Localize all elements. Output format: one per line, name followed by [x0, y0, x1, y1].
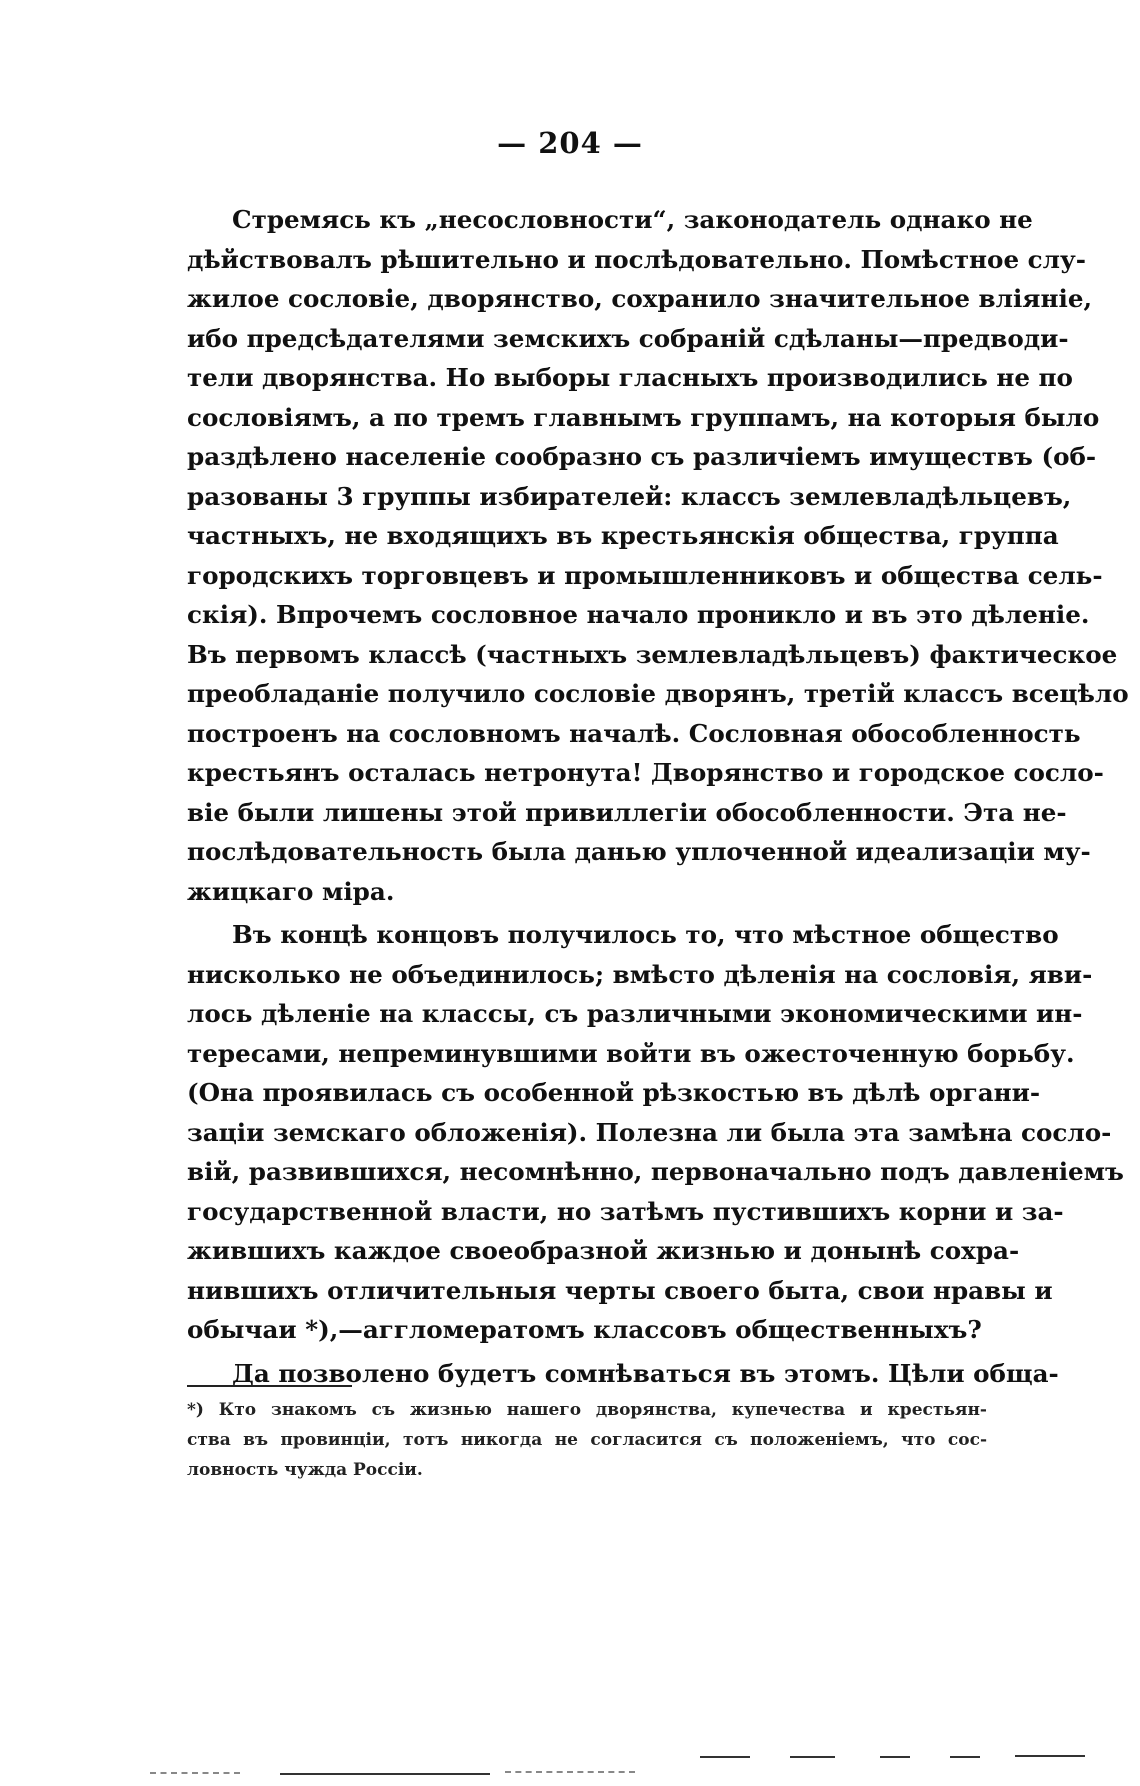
scan-artifact — [950, 1756, 980, 1758]
footnote — [187, 1395, 987, 1485]
text-line: преобладаніе получило сословіе дворянъ, третій классъ всецѣло — [187, 679, 1129, 708]
text-line: жившихъ каждое своеобразной жизнью и донынѣ сохра- — [187, 1236, 1020, 1265]
paragraph-2 — [187, 915, 1124, 1350]
text-line: Въ первомъ классѣ (частныхъ землевладѣльцевъ) фактическое — [187, 639, 1118, 669]
text-line: раздѣлено населеніе сообразно съ различіемъ имуществъ (об- — [187, 442, 1097, 471]
text-line: крестьянъ осталась нетронута! Дворянство и городское сосло- — [187, 758, 1104, 787]
text-line: построенъ на сословномъ началѣ. Сословная обособленность — [187, 718, 1081, 748]
text-line: жилое сословіе, дворянство, сохранило значительное вліяніе, — [187, 284, 1093, 313]
text-line: віе были лишены этой привиллегіи обособленности. Эта не- — [187, 797, 1067, 827]
footnote-line: ства въ провинціи, тотъ никогда не согласится съ положеніемъ, что сос- — [187, 1430, 987, 1450]
text-line: (Она проявилась съ особенной рѣзкостью въ дѣлѣ органи- — [187, 1078, 1041, 1107]
page-number: — 204 — — [497, 126, 643, 160]
paragraph-1 — [187, 200, 1129, 911]
text-line: Въ концѣ концовъ получилось то, что мѣстное общество — [232, 920, 1059, 949]
text-line: городскихъ торговцевъ и промышленниковъ и общества сель- — [187, 560, 1103, 590]
footnote-line: ловность чужда Россіи. — [187, 1460, 423, 1480]
scan-artifact — [880, 1756, 910, 1758]
text-line: разованы 3 группы избирателей: классъ землевладѣльцевъ, — [187, 481, 1072, 511]
scan-artifact — [790, 1756, 835, 1758]
scan-artifact — [280, 1773, 490, 1775]
paragraph-3 — [187, 1354, 1059, 1394]
text-line: нисколько не объединилось; вмѣсто дѣленія на сословія, яви- — [187, 959, 1093, 989]
text-line: обычаи *),—аггломератомъ классовъ общественныхъ? — [187, 1315, 982, 1344]
text-line: ибо предсѣдателями земскихъ собраній сдѣланы—предводи- — [187, 323, 1069, 353]
text-line: нившихъ отличительныя черты своего быта, свои нравы и — [187, 1275, 1053, 1305]
text-line: частныхъ, не входящихъ въ крестьянскія общества, группа — [187, 521, 1059, 550]
text-line: тересами, непреминувшими войти въ ожесточенную борьбу. — [187, 1038, 1075, 1068]
scan-artifact — [700, 1756, 750, 1758]
scan-artifact — [1015, 1755, 1085, 1757]
body-text — [187, 200, 1129, 1393]
footnote-line: *) Кто знакомъ съ жизнью нашего дворянства, купечества и крестьян- — [187, 1400, 987, 1420]
scan-artifact — [150, 1772, 240, 1774]
text-line: жицкаго міра. — [187, 876, 395, 906]
text-line: сословіямъ, а по тремъ главнымъ группамъ, на которыя было — [187, 402, 1100, 432]
text-line: дѣйствовалъ рѣшительно и послѣдовательно. Помѣстное слу- — [187, 244, 1086, 274]
text-line: Да позволено будетъ сомнѣваться въ этомъ. Цѣли обща- — [232, 1358, 1059, 1388]
footnote-rule — [187, 1385, 352, 1387]
text-line: скія). Впрочемъ сословное начало проникло и въ это дѣленіе. — [187, 600, 1090, 629]
scan-artifact — [505, 1771, 635, 1773]
text-line: лось дѣленіе на классы, съ различными экономическими ин- — [187, 999, 1083, 1028]
text-line: Стремясь къ „несословности“, законодатель однако не — [232, 205, 1033, 234]
text-line: государственной власти, но затѣмъ пустившихъ корни и за- — [187, 1196, 1064, 1226]
text-line: вій, развившихся, несомнѣнно, первоначально подъ давленіемъ — [187, 1157, 1124, 1186]
text-line: заціи земскаго обложенія). Полезна ли была эта замѣна сосло- — [187, 1117, 1112, 1147]
text-line: послѣдовательность была данью уплоченной идеализаціи му- — [187, 837, 1091, 866]
text-line: тели дворянства. Но выборы гласныхъ производились не по — [187, 363, 1073, 392]
